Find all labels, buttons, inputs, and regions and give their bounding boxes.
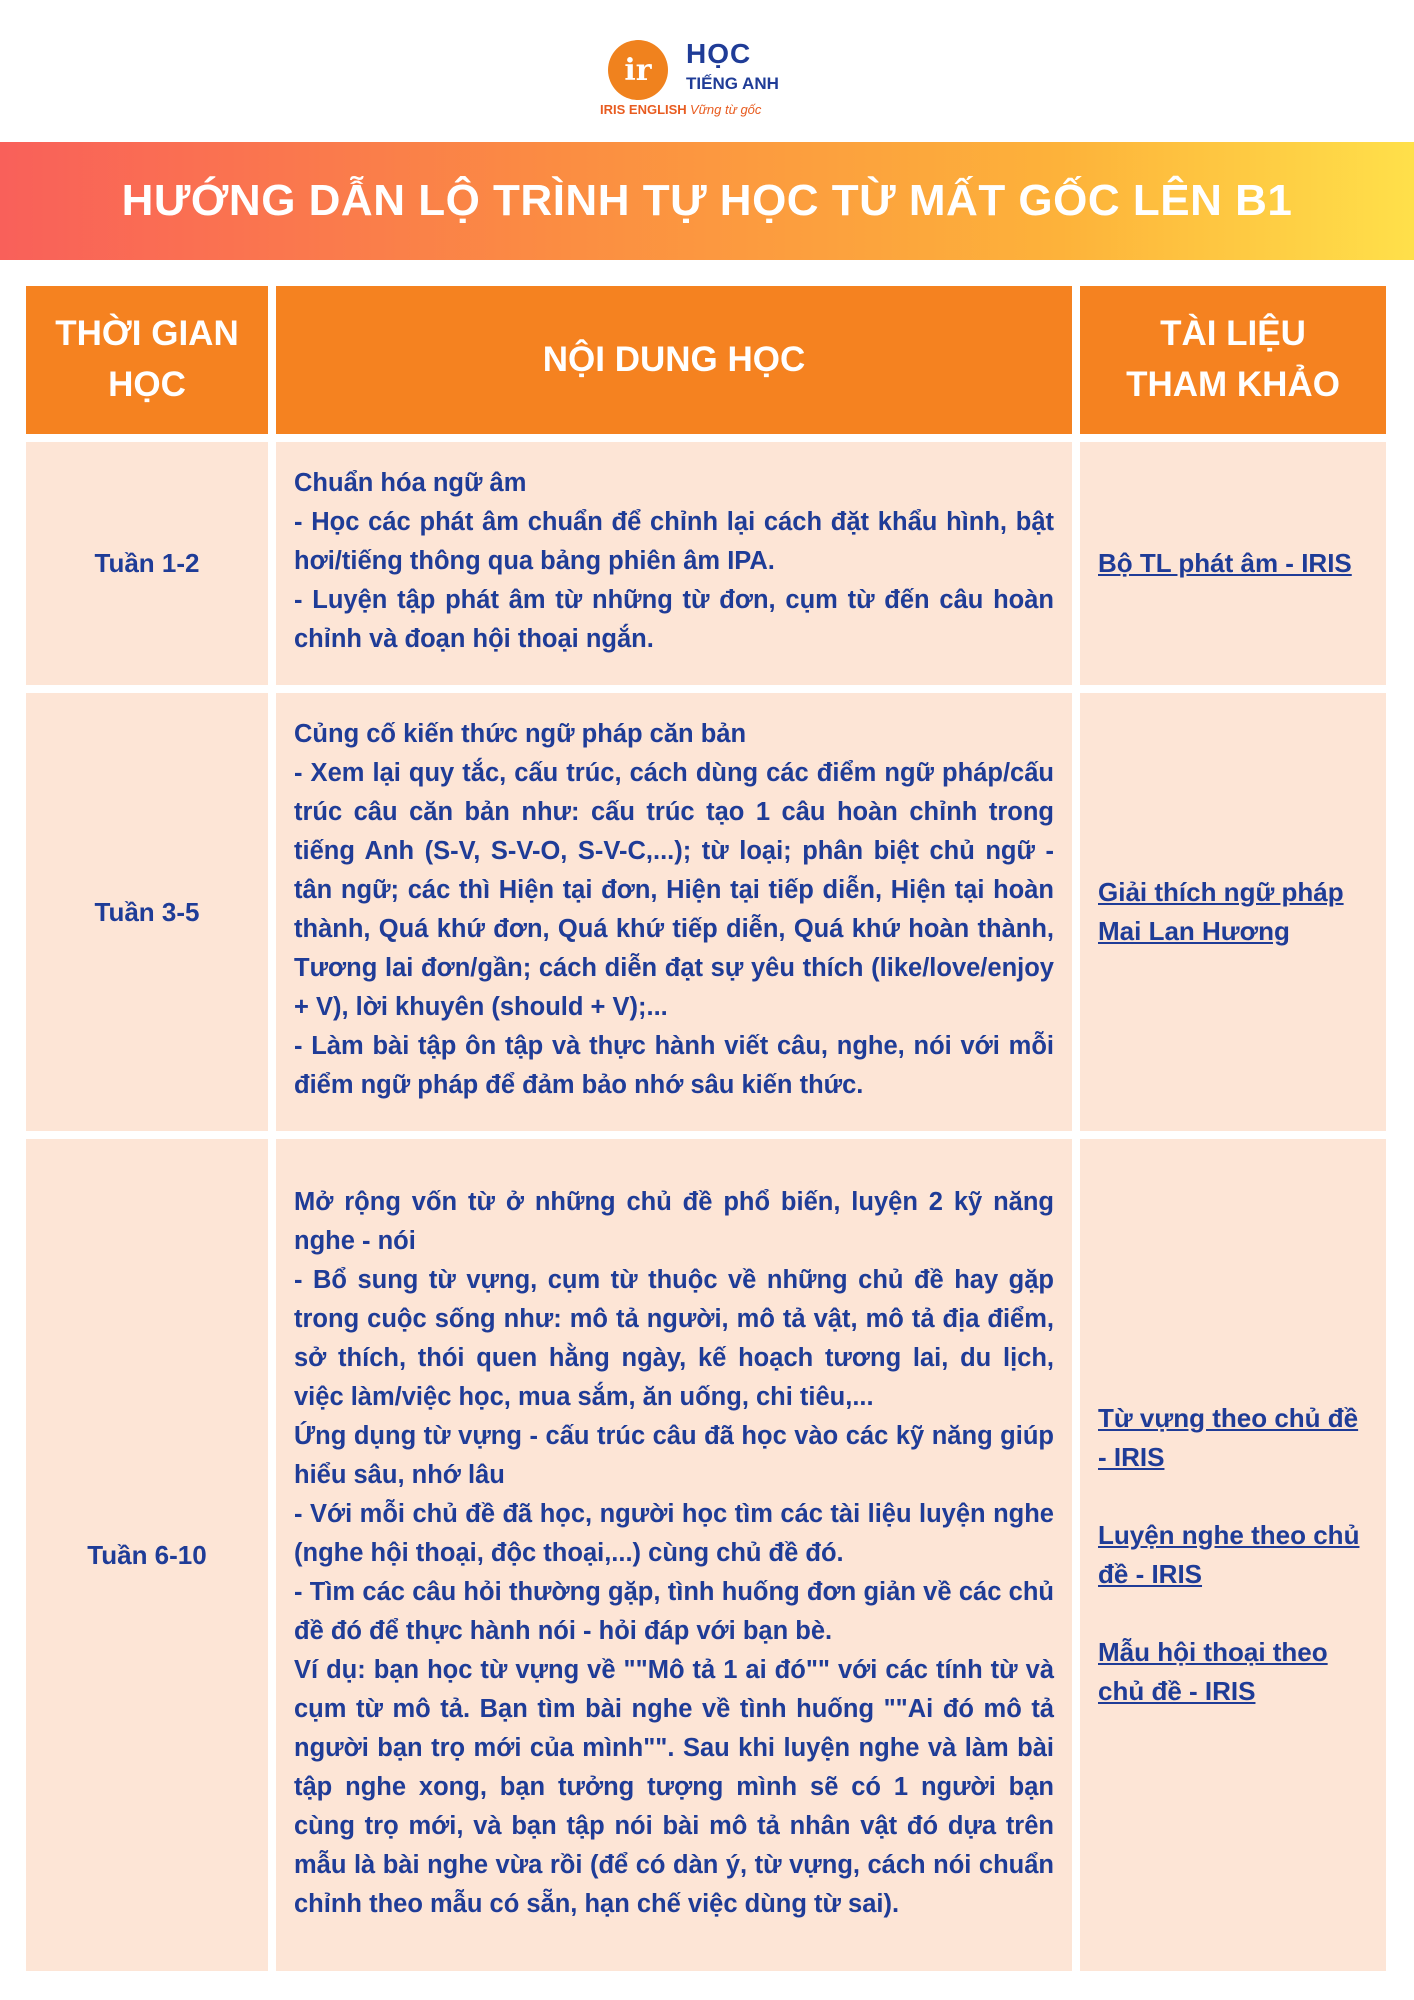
- ref-spacer: [1098, 1594, 1368, 1633]
- content-paragraph: - Luyện tập phát âm từ những từ đơn, cụm từ đến câu hoàn chỉnh và đoạn hội thoại ngắn.: [294, 586, 1054, 653]
- header-refs-line1: TÀI LIỆU: [1160, 314, 1306, 354]
- content-subheading: Ứng dụng từ vựng - cấu trúc câu đã học vào các kỹ năng giúp hiểu sâu, nhớ lâu: [294, 1421, 1054, 1489]
- refs-cell: [1080, 693, 1386, 1131]
- logo-title-line1: HỌC: [686, 38, 752, 69]
- refs-cell: [1080, 1139, 1386, 1971]
- header-time-line2: HỌC: [108, 365, 186, 404]
- ref-link-grammar[interactable]: Giải thích ngữ pháp Mai Lan Hương: [1098, 877, 1344, 946]
- content-paragraph: - Bổ sung từ vựng, cụm từ thuộc về những chủ đề hay gặp trong cuộc sống như: mô tả người, mô tả vật, mô tả địa điểm, sở thích, thói quen hằng ngày, kế hoạch tương lai, du lịch, việc làm/việc học, mua sắm, ăn uống, chi tiêu,...: [294, 1265, 1054, 1411]
- content-example: Ví dụ: bạn học từ vựng về ""Mô tả 1 ai đó"" với các tính từ và cụm từ mô tả. Bạn tìm bài nghe về tình huống ""Ai đó mô tả người bạn trọ mới của mình"". Sau khi luyện nghe và làm bài tập nghe xong, bạn tưởng tượng mình sẽ có 1 người bạn cùng trọ mới, và bạn tập nói bài mô tả nhân vật đó dựa trên mẫu là bài nghe vừa rồi (để có dàn ý, từ vựng, cách nói chuẩn chỉnh theo mẫu có sẵn, hạn chế việc dùng từ sai).: [294, 1655, 1054, 1918]
- brand-logo: [600, 32, 810, 122]
- ref-link-listening[interactable]: Luyện nghe theo chủ đề - IRIS: [1098, 1520, 1360, 1589]
- content-paragraph: - Với mỗi chủ đề đã học, người học tìm các tài liệu luyện nghe (nghe hội thoại, độc thoại,...) cùng chủ đề đó.: [294, 1499, 1054, 1567]
- table-header-row: [26, 286, 1386, 434]
- content-cell: [276, 442, 1072, 685]
- header-refs-line2: THAM KHẢO: [1126, 365, 1340, 404]
- content-paragraph: - Học các phát âm chuẩn để chỉnh lại cách đặt khẩu hình, bật hơi/tiếng thông qua bảng phiên âm IPA.: [294, 508, 1054, 575]
- header-content: NỘI DUNG HỌC: [276, 286, 1072, 434]
- time-cell: Tuần 1-2: [26, 442, 268, 685]
- header-time-line1: THỜI GIAN: [55, 314, 239, 354]
- content-paragraph: - Xem lại quy tắc, cấu trúc, cách dùng các điểm ngữ pháp/cấu trúc câu căn bản như: cấu trúc tạo 1 câu hoàn chỉnh trong tiếng Anh (S-V, S-V-O, S-V-C,...); từ loại; phân biệt chủ ngữ - tân ngữ; các thì Hiện tại đơn, Hiện tại tiếp diễn, Hiện tại hoàn thành, Quá khứ đơn, Quá khứ tiếp diễn, Quá khứ hoàn thành, Tương lai đơn/gần; cách diễn đạt sự yêu thích (like/love/enjoy + V), lời khuyên (should + V);...: [294, 759, 1054, 1021]
- time-cell: Tuần 6-10: [26, 1139, 268, 1971]
- table-row-week-3-5: [26, 693, 1386, 1131]
- ref-link-pronunciation[interactable]: Bộ TL phát âm - IRIS: [1098, 548, 1352, 578]
- time-cell: Tuần 3-5: [26, 693, 268, 1131]
- page-title: HƯỚNG DẪN LỘ TRÌNH TỰ HỌC TỪ MẤT GỐC LÊN B1: [121, 176, 1293, 225]
- ref-spacer: [1098, 1477, 1368, 1516]
- content-paragraph: - Làm bài tập ôn tập và thực hành viết câu, nghe, nói với mỗi điểm ngữ pháp để đảm bảo nhớ sâu kiến thức.: [294, 1032, 1054, 1099]
- refs-cell: [1080, 442, 1386, 685]
- iris-emblem-icon: ir: [608, 40, 668, 100]
- content-heading: Củng cố kiến thức ngữ pháp căn bản: [294, 720, 747, 748]
- ref-link-dialogues[interactable]: Mẫu hội thoại theo chủ đề - IRIS: [1098, 1637, 1328, 1706]
- content-heading: Mở rộng vốn từ ở những chủ đề phổ biến, luyện 2 kỹ năng nghe - nói: [294, 1187, 1054, 1255]
- logo-brand: IRIS ENGLISH: [600, 102, 687, 117]
- header-time: [26, 286, 268, 434]
- header-refs: [1080, 286, 1386, 434]
- table-row-week-1-2: [26, 442, 1386, 685]
- content-heading: Chuẩn hóa ngữ âm: [294, 469, 527, 497]
- ref-link-vocabulary[interactable]: Từ vựng theo chủ đề - IRIS: [1098, 1403, 1359, 1472]
- table-row-week-6-10: [26, 1139, 1386, 1971]
- content-cell: [276, 1139, 1072, 1971]
- title-banner: [0, 142, 1414, 260]
- study-plan-table: [18, 278, 1394, 1979]
- logo-slogan: Vững từ gốc: [690, 102, 762, 117]
- logo-title-line2: TIẾNG ANH: [686, 74, 779, 93]
- content-paragraph: - Tìm các câu hỏi thường gặp, tình huống đơn giản về các chủ đề đó để thực hành nói - hỏi đáp với bạn bè.: [294, 1577, 1054, 1645]
- content-cell: [276, 693, 1072, 1131]
